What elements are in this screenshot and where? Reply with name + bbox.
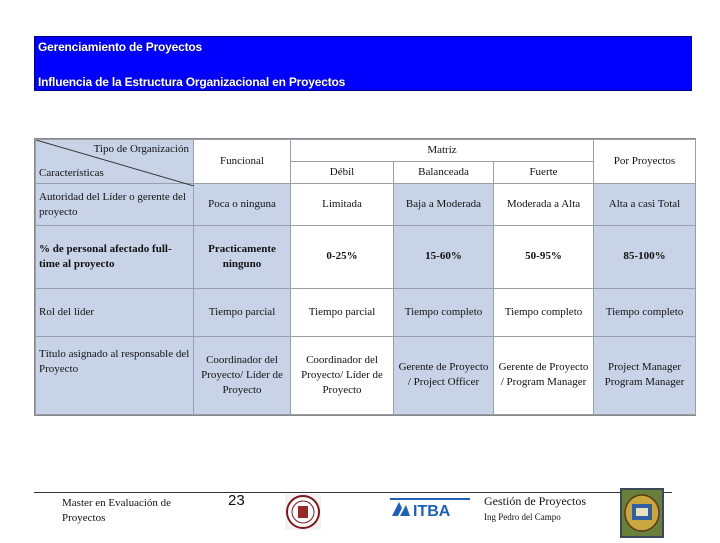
subheader-debil: Débil: [291, 162, 394, 184]
itba-logo-text: ITBA: [413, 503, 451, 520]
table-cell: Coordinador del Proyecto/ Líder de Proyecto: [291, 336, 394, 414]
table-cell: Poca o ninguna: [194, 184, 291, 226]
table-cell: Alta a casi Total: [594, 184, 696, 226]
table-row: [36, 288, 696, 336]
table-cell: 50-95%: [494, 226, 594, 288]
slide-title: Gerenciamiento de Proyectos: [38, 40, 202, 54]
table-cell: Coordinador del Proyecto/ Líder de Proyecto: [194, 336, 291, 414]
table-cell: Limitada: [291, 184, 394, 226]
itba-logo: [390, 498, 470, 520]
table-cell: 85-100%: [594, 226, 696, 288]
table-cell: Tiempo parcial: [291, 288, 394, 336]
table-cell: 15-60%: [394, 226, 494, 288]
footer-course-title: Gestión de Proyectos: [484, 494, 586, 508]
table-cell: Gerente de Proyecto / Project Officer: [394, 336, 494, 414]
row-label: Autoridad del Líder o gerente del proyecto: [36, 184, 194, 226]
institution-crest-icon: [620, 488, 664, 538]
table-cell: Gerente de Proyecto / Program Manager: [494, 336, 594, 414]
table-cell: Tiempo parcial: [194, 288, 291, 336]
table-cell: 0-25%: [291, 226, 394, 288]
subheader-balanceada: Balanceada: [394, 162, 494, 184]
table-cell: Project Manager Program Manager: [594, 336, 696, 414]
university-seal-icon: [285, 494, 321, 530]
table-corner-cell: [36, 140, 194, 184]
footer-divider: [34, 492, 672, 493]
row-label: % de personal afectado full-time al proyecto: [36, 226, 194, 288]
table-cell: Baja a Moderada: [394, 184, 494, 226]
row-label: Rol del líder: [36, 288, 194, 336]
table-row: [36, 336, 696, 414]
slide-header: [34, 36, 692, 91]
header-por-proyectos: Por Proyectos: [594, 140, 696, 184]
row-label: Título asignado al responsable del Proyecto: [36, 336, 194, 414]
page-number: 23: [228, 492, 245, 509]
table-cell: Tiempo completo: [394, 288, 494, 336]
corner-bottom-label: Características: [39, 167, 104, 180]
header-matriz: Matriz: [291, 140, 594, 162]
table-cell: Tiempo completo: [494, 288, 594, 336]
subheader-fuerte: Fuerte: [494, 162, 594, 184]
header-funcional: Funcional: [194, 140, 291, 184]
table-row: [36, 226, 696, 288]
table-cell: Tiempo completo: [594, 288, 696, 336]
table-row: [36, 184, 696, 226]
corner-top-label: Tipo de Organización: [93, 143, 189, 155]
slide-subtitle: Influencia de la Estructura Organizacional en Proyectos: [38, 75, 346, 89]
footer-left-text: Master en Evaluación de Proyectos: [62, 497, 172, 524]
table-cell: Practicamente ninguno: [194, 226, 291, 288]
footer-author: Ing Pedro del Campo: [484, 512, 561, 522]
table-cell: Moderada a Alta: [494, 184, 594, 226]
organization-table: [34, 138, 696, 416]
